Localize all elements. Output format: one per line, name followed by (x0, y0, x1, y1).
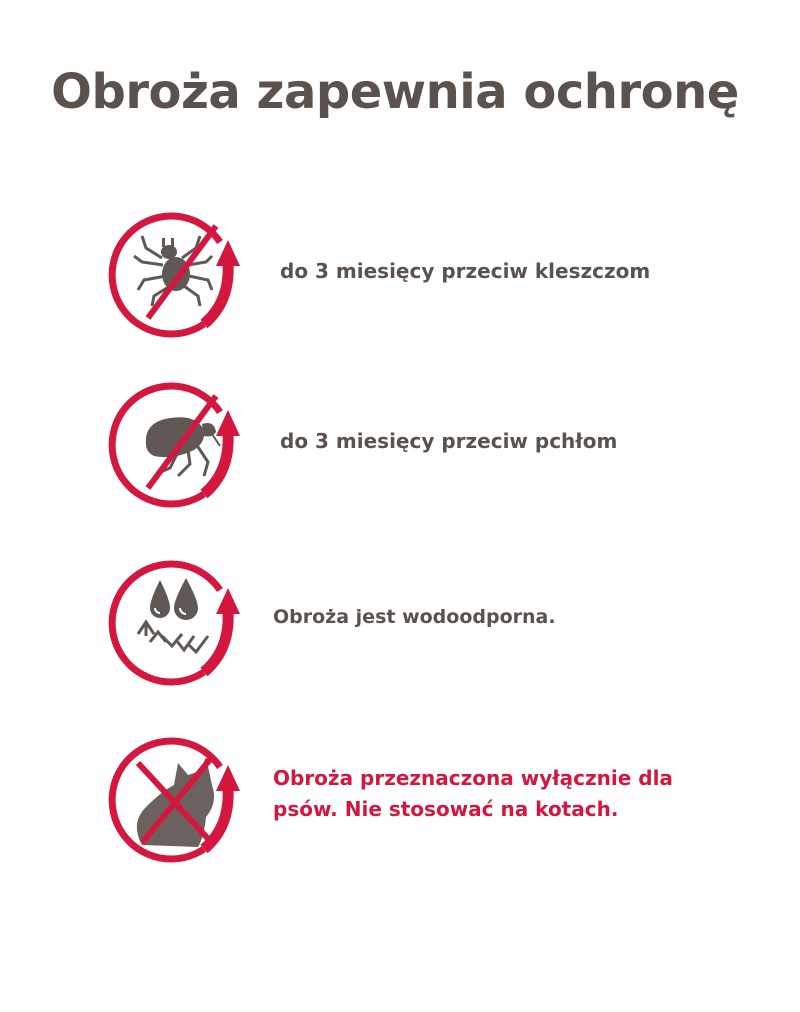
tick-icon (108, 202, 252, 338)
warning-text: Obroża przeznaczona wyłącznie dla psów. Nie stosować na kotach. (273, 766, 673, 821)
water-drops-icon (108, 550, 252, 686)
feature-text: do 3 miesięcy przeciw pchłom (280, 429, 618, 453)
feature-text: do 3 miesięcy przeciw kleszczom (280, 259, 651, 283)
crossed-cat-icon (108, 727, 252, 863)
page-title: Obroża zapewnia ochronę (51, 64, 739, 120)
flea-icon (108, 372, 252, 508)
feature-text: Obroża jest wodoodporna. (273, 606, 556, 628)
